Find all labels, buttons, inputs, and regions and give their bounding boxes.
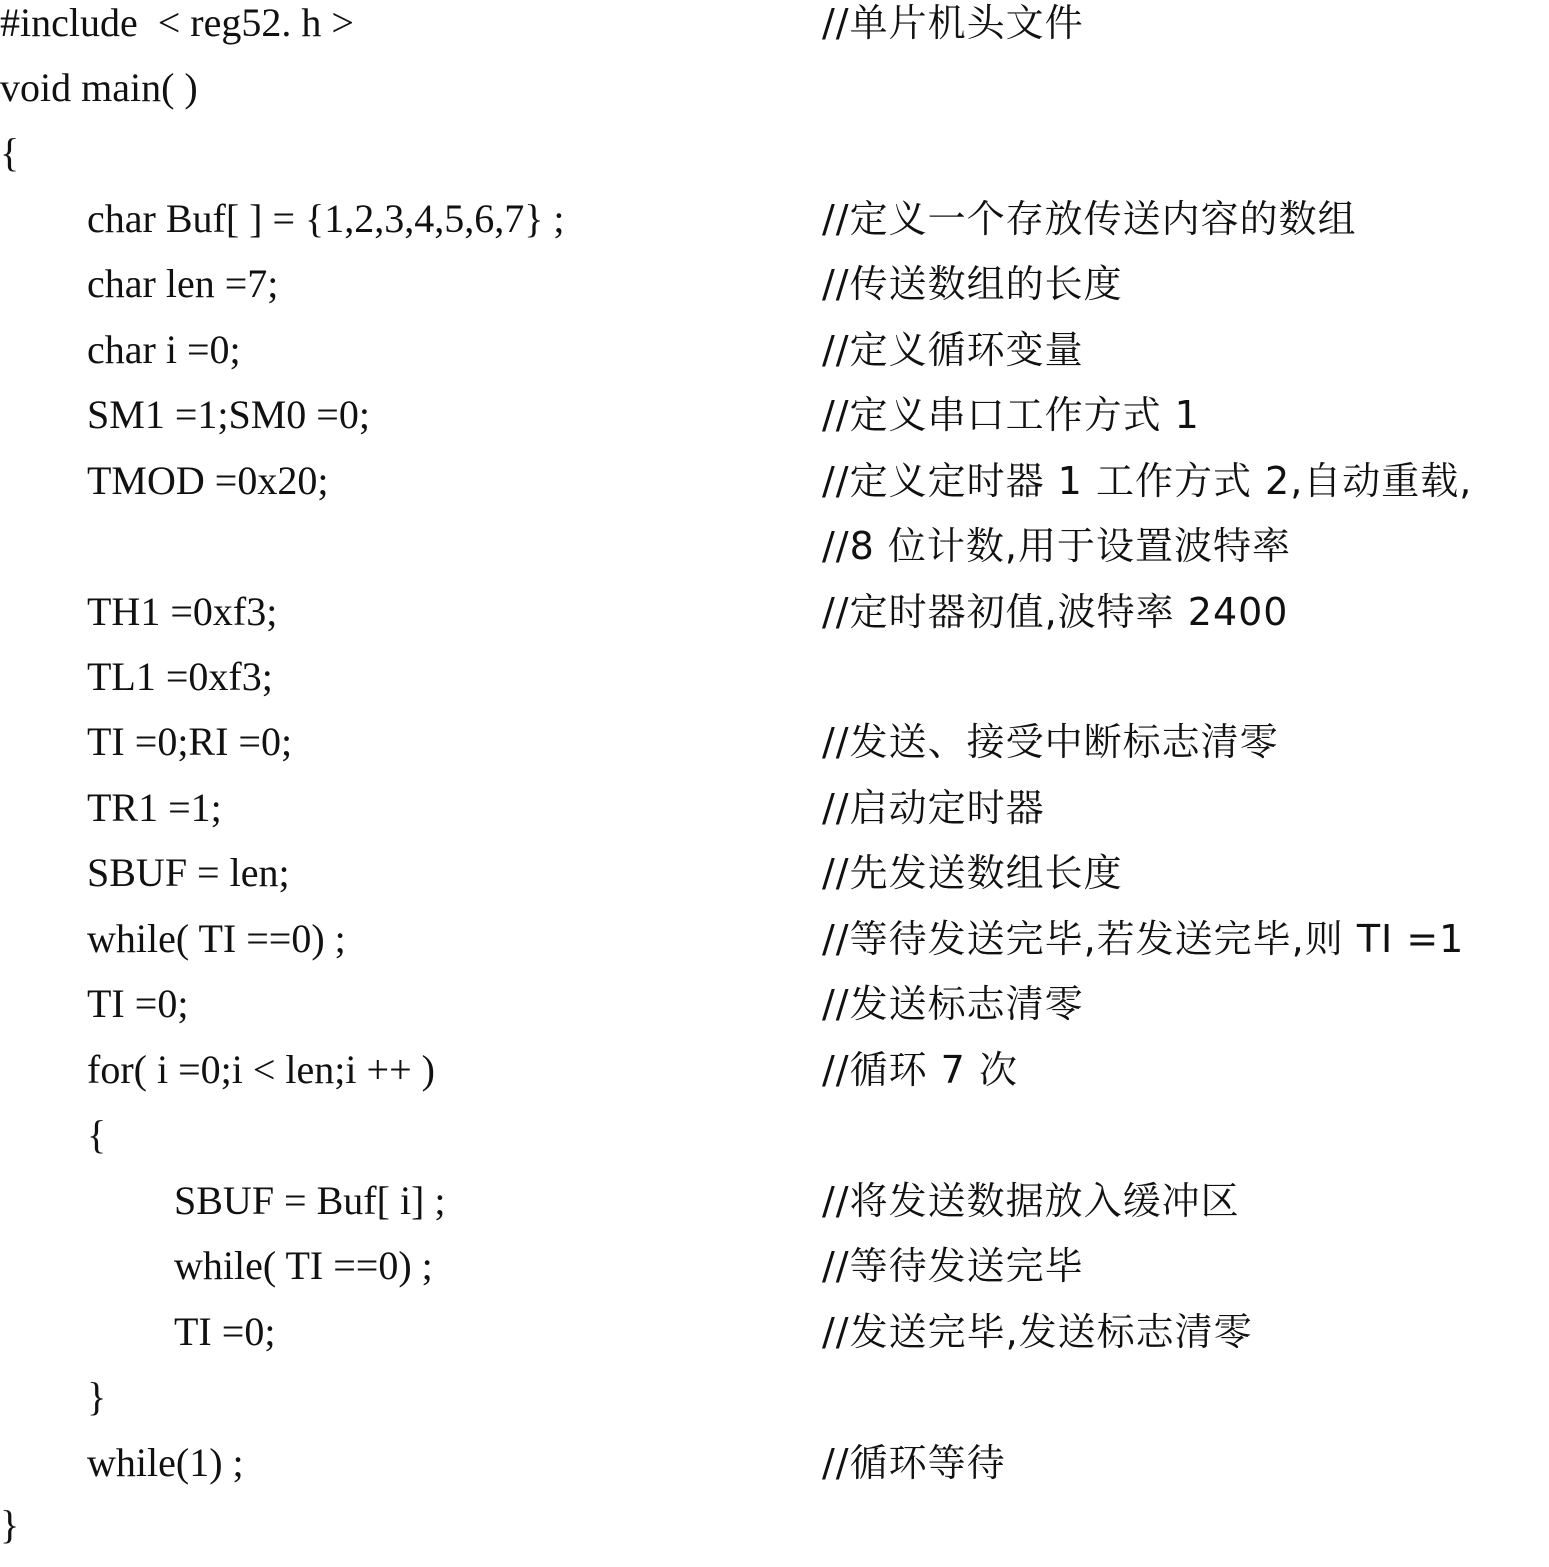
code-comment: //定时器初值,波特率 2400	[822, 590, 1289, 634]
code-comment: //定义定时器 1 工作方式 2,自动重载,	[822, 459, 1473, 503]
code-text: TH1 =0xf3;	[87, 589, 278, 634]
code-line-loop-wait-ti	[0, 1243, 1549, 1308]
code-text: TR1 =1;	[87, 785, 222, 830]
code-comment: //将发送数据放入缓冲区	[822, 1179, 1240, 1223]
code-line-open-brace	[0, 130, 1549, 195]
code-text: }	[0, 1502, 20, 1547]
code-comment: //发送标志清零	[822, 982, 1084, 1026]
code-text: SBUF = Buf[ i] ;	[174, 1178, 446, 1223]
code-comment: //循环等待	[822, 1441, 1006, 1485]
code-comment: //单片机头文件	[822, 1, 1084, 45]
code-comment: //先发送数组长度	[822, 851, 1123, 895]
code-line-send-len	[0, 850, 1549, 915]
code-comment: //等待发送完毕,若发送完毕,则 TI =1	[822, 917, 1465, 961]
code-text: char i =0;	[87, 327, 241, 372]
code-comment: //发送完毕,发送标志清零	[822, 1310, 1253, 1354]
code-text: }	[87, 1374, 107, 1419]
code-text: TI =0;	[87, 981, 189, 1026]
code-comment: //发送、接受中断标志清零	[822, 720, 1279, 764]
code-line-for-loop	[0, 1047, 1549, 1112]
code-comment: //定义一个存放传送内容的数组	[822, 197, 1357, 241]
code-line-buf-decl	[0, 196, 1549, 261]
code-line-serial-mode	[0, 392, 1549, 457]
code-line-len-decl	[0, 261, 1549, 326]
code-line-wait-ti	[0, 916, 1549, 981]
code-text: while( TI ==0) ;	[174, 1243, 433, 1288]
code-line-loop-clear-ti	[0, 1309, 1549, 1374]
code-line-while-forever	[0, 1440, 1549, 1505]
code-text: char len =7;	[87, 261, 279, 306]
code-text: SBUF = len;	[87, 850, 290, 895]
code-text: #include < reg52. h >	[0, 0, 354, 45]
code-line-clear-flags	[0, 719, 1549, 784]
code-text: SM1 =1;SM0 =0;	[87, 392, 370, 437]
code-comment: //循环 7 次	[822, 1048, 1018, 1092]
code-comment: //传送数组的长度	[822, 262, 1123, 306]
code-comment: //8 位计数,用于设置波特率	[822, 524, 1291, 568]
code-line-loop-close-brace	[0, 1374, 1549, 1439]
code-text: void main( )	[0, 65, 198, 110]
code-text: TMOD =0x20;	[87, 458, 329, 503]
code-text: for( i =0;i < len;i ++ )	[87, 1047, 435, 1092]
code-line-include	[0, 0, 1549, 65]
code-line-tmod-continued	[0, 523, 1549, 588]
code-text: while( TI ==0) ;	[87, 916, 346, 961]
code-text: {	[87, 1112, 107, 1157]
code-comment: //定义串口工作方式 1	[822, 393, 1200, 437]
code-line-main-signature	[0, 65, 1549, 130]
code-text: char Buf[ ] = {1,2,3,4,5,6,7} ;	[87, 196, 565, 241]
code-text: TI =0;RI =0;	[87, 719, 293, 764]
code-text: {	[0, 130, 20, 175]
code-comment: //定义循环变量	[822, 328, 1084, 372]
code-text: TL1 =0xf3;	[87, 654, 273, 699]
code-line-tr1	[0, 785, 1549, 850]
code-line-sbuf-buf	[0, 1178, 1549, 1243]
code-text: while(1) ;	[87, 1440, 244, 1485]
code-line-loop-open-brace	[0, 1112, 1549, 1177]
code-text: TI =0;	[174, 1309, 276, 1354]
code-line-i-decl	[0, 327, 1549, 392]
code-comment: //启动定时器	[822, 786, 1045, 830]
code-line-tmod	[0, 458, 1549, 523]
code-line-th1	[0, 589, 1549, 654]
code-line-close-brace	[0, 1502, 1549, 1567]
code-comment: //等待发送完毕	[822, 1244, 1084, 1288]
code-line-tl1	[0, 654, 1549, 719]
code-line-clear-ti	[0, 981, 1549, 1046]
